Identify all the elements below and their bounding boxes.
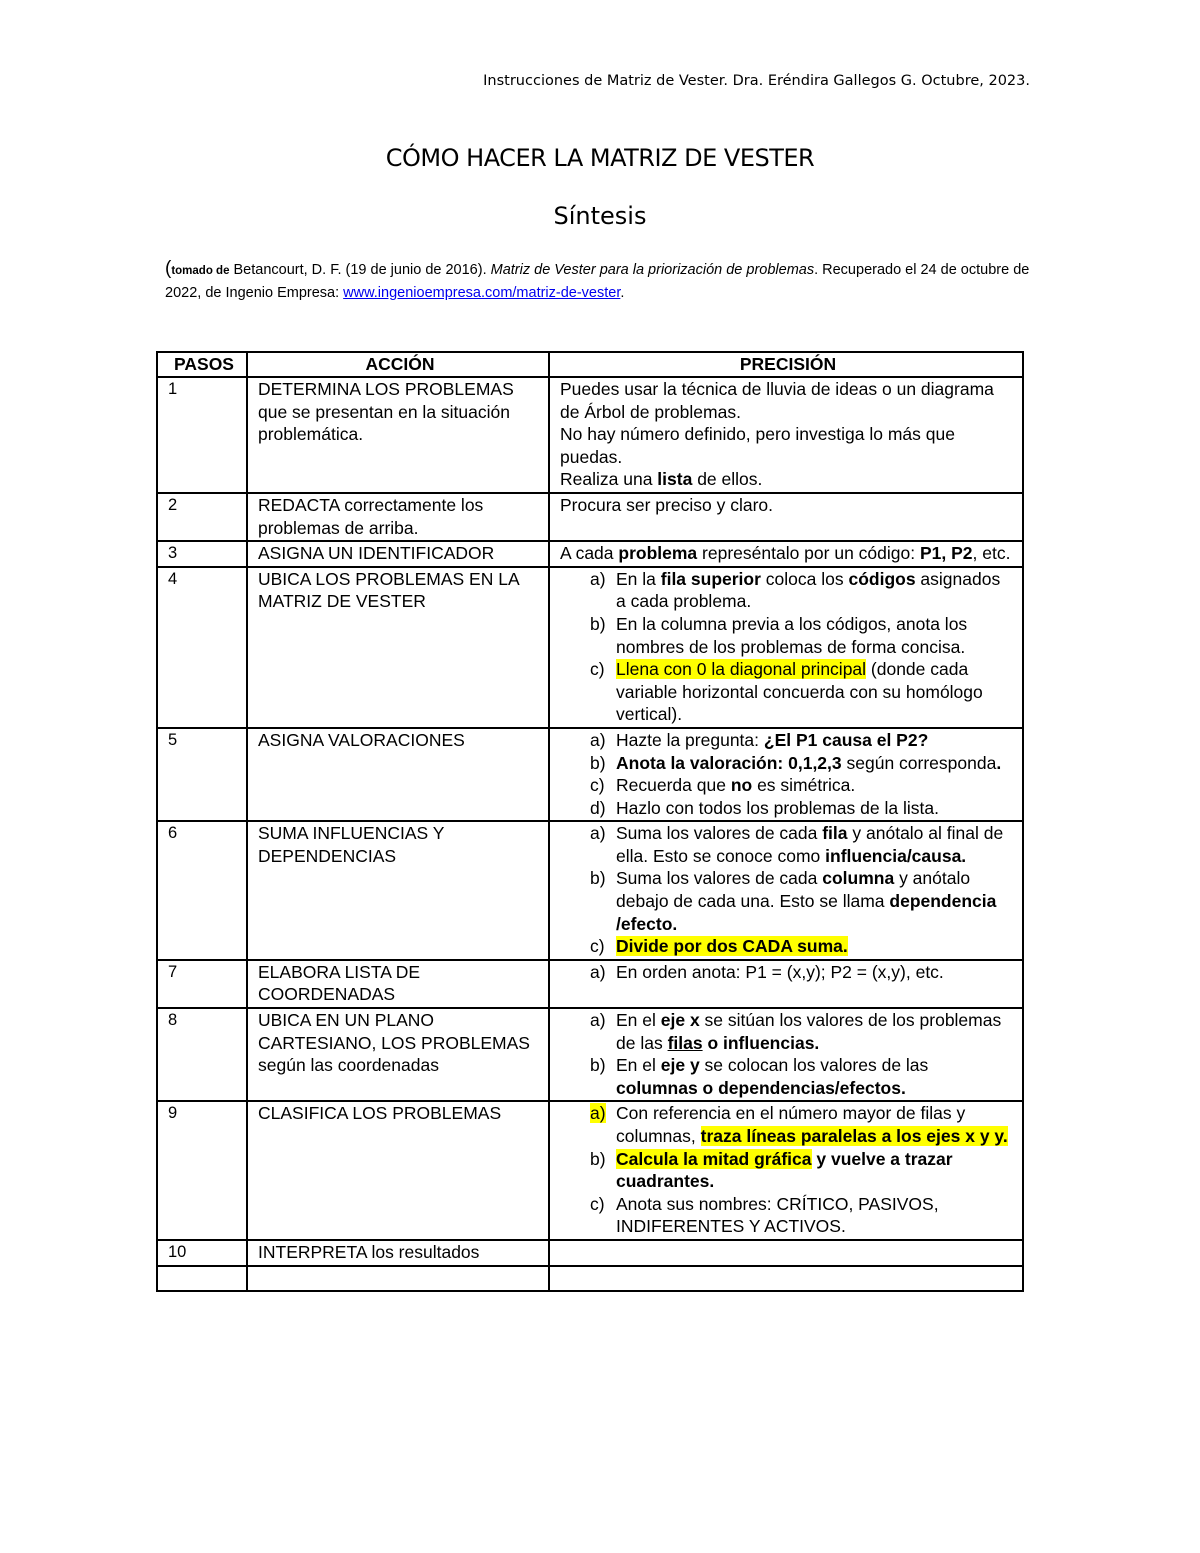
table-row — [157, 1240, 1023, 1266]
list-item — [560, 568, 1014, 613]
empty-cell — [247, 1266, 549, 1291]
item-text — [616, 568, 1014, 613]
text-bold: influencia/causa. — [825, 845, 967, 866]
list-item — [560, 658, 1014, 726]
item-label: a) — [590, 1010, 606, 1031]
list-item — [560, 797, 1014, 820]
table-row — [157, 728, 1023, 821]
running-header: Instrucciones de Matriz de Vester. Dra. Eréndira Gallegos G. Octubre, 2023. — [483, 73, 1030, 89]
step-precision — [549, 493, 1023, 541]
table-row — [157, 960, 1023, 1008]
table-row — [157, 541, 1023, 567]
text-run: represéntalo por un código: — [697, 543, 920, 564]
text-bold: eje x — [660, 1010, 700, 1031]
text-run: coloca los — [760, 568, 849, 589]
item-label: a) — [590, 961, 606, 982]
text-highlight: traza líneas paralelas a los ejes x y y. — [700, 1126, 1008, 1146]
step-number: 7 — [157, 960, 247, 1008]
steps-table — [156, 351, 1024, 1292]
item-label: d) — [590, 797, 606, 818]
text-bold: lista — [657, 469, 693, 490]
step-action: INTERPRETA los resultados — [247, 1240, 549, 1266]
list-item — [560, 613, 1014, 658]
text-run: En el — [616, 1010, 661, 1031]
table-row — [157, 1101, 1023, 1240]
page-title: CÓMO HACER LA MATRIZ DE VESTER — [385, 144, 815, 172]
text-highlight: a) — [590, 1103, 606, 1124]
reference-tomado: tomado de — [171, 265, 230, 277]
item-text — [616, 774, 1014, 797]
step-precision — [549, 1101, 1023, 1240]
text-bold: P1, P2 — [919, 543, 973, 564]
item-label: c) — [590, 659, 605, 680]
step-number: 3 — [157, 541, 247, 567]
table-row — [157, 567, 1023, 728]
step-action: REDACTA correctamente los problemas de arriba. — [247, 493, 549, 541]
precision-line: No hay número definido, pero investiga lo más que puedas. — [560, 424, 955, 467]
item-label: b) — [590, 752, 606, 773]
text-bold: dependencia /efecto. — [616, 891, 997, 934]
step-number: 5 — [157, 728, 247, 821]
step-number: 2 — [157, 493, 247, 541]
item-label — [560, 1102, 616, 1125]
text-bold: o influencias. — [702, 1032, 820, 1053]
list-item — [560, 961, 1014, 984]
text-run: se sitúan los valores de los problemas de las — [616, 1010, 1002, 1053]
text-run: En el — [616, 1055, 661, 1076]
list-item — [560, 752, 1014, 775]
list-item — [560, 867, 1014, 935]
item-text — [616, 1009, 1014, 1054]
item-text — [616, 729, 1014, 752]
step-number: 8 — [157, 1008, 247, 1101]
text-bold: columnas o dependencias/efectos. — [616, 1077, 906, 1098]
item-label: b) — [590, 1148, 606, 1169]
text-bold: ¿El P1 causa el P2? — [763, 729, 929, 750]
item-text: En orden anota: P1 = (x,y); P2 = (x,y), etc. — [616, 961, 944, 982]
table-row — [157, 493, 1023, 541]
step-number: 10 — [157, 1240, 247, 1266]
step-action: CLASIFICA LOS PROBLEMAS — [247, 1101, 549, 1240]
precision-line — [560, 468, 1014, 491]
text-run: Con referencia en el número mayor de filas y columnas, — [616, 1103, 966, 1146]
table-header-row — [157, 352, 1023, 377]
text-run: y anótalo al final de ella. Esto se conoce como — [616, 823, 1004, 866]
item-text — [616, 867, 1014, 935]
list-item — [560, 774, 1014, 797]
text-run: Hazte la pregunta: — [616, 729, 764, 750]
text-bold: fila — [822, 823, 848, 844]
item-text — [616, 1148, 1014, 1193]
text-run: , etc. — [972, 543, 1011, 564]
table-row — [157, 377, 1023, 493]
text-run: Suma los valores de cada — [616, 868, 823, 889]
text-bold: códigos — [848, 568, 916, 589]
text-bold: eje y — [660, 1055, 700, 1076]
step-number: 4 — [157, 567, 247, 728]
precision-line — [560, 542, 1014, 565]
item-label: a) — [590, 568, 606, 589]
step-action: DETERMINA LOS PROBLEMAS que se presentan en la situación problemática. — [247, 377, 549, 493]
step-precision — [549, 1008, 1023, 1101]
item-text — [616, 1054, 1014, 1099]
step-action: ASIGNA UN IDENTIFICADOR — [247, 541, 549, 567]
item-label: c) — [590, 775, 605, 796]
text-highlight: Divide por dos CADA suma. — [616, 936, 848, 957]
text-run: Realiza una — [560, 469, 658, 490]
item-label: c) — [590, 1193, 605, 1214]
step-action: SUMA INFLUENCIAS Y DEPENDENCIAS — [247, 821, 549, 960]
empty-cell — [549, 1266, 1023, 1291]
step-precision — [549, 821, 1023, 960]
text-highlight: Calcula la mitad gráfica — [616, 1148, 812, 1169]
text-bold: no — [730, 775, 753, 796]
step-number: 1 — [157, 377, 247, 493]
item-label: c) — [590, 936, 605, 957]
text-run: Recuerda que — [616, 775, 731, 796]
text-run: asignados a cada problema. — [616, 568, 1001, 612]
table-row-empty — [157, 1266, 1023, 1291]
step-precision — [549, 377, 1023, 493]
text-bold: . — [996, 752, 1002, 773]
step-precision — [549, 567, 1023, 728]
step-precision — [549, 1240, 1023, 1266]
list-item — [560, 822, 1014, 867]
text-run: Suma los valores de cada — [616, 823, 823, 844]
text-run: es simétrica. — [752, 775, 856, 796]
text-run: según corresponda — [841, 752, 997, 773]
text-run: En la — [616, 568, 661, 589]
reference-paragraph — [165, 258, 1035, 304]
item-text — [616, 935, 1014, 958]
text-bold: problema — [618, 543, 698, 564]
item-text: En la columna previa a los códigos, anota los nombres de los problemas de forma concisa. — [616, 613, 968, 657]
step-action: UBICA EN UN PLANO CARTESIANO, LOS PROBLEMAS según las coordenadas — [247, 1008, 549, 1101]
item-label: b) — [590, 1055, 606, 1076]
text-highlight: Llena con 0 la diagonal principal — [616, 659, 867, 680]
header-precision: PRECISIÓN — [549, 352, 1023, 377]
empty-cell — [157, 1266, 247, 1291]
item-text: Hazlo con todos los problemas de la lista. — [616, 797, 939, 818]
list-item — [560, 729, 1014, 752]
reference-end: . — [620, 285, 625, 301]
step-number: 6 — [157, 821, 247, 960]
list-item — [560, 1009, 1014, 1054]
text-run: (donde cada variable horizontal concuerda con su homólogo vertical). — [616, 659, 983, 725]
item-label: a) — [590, 729, 606, 750]
text-bold: fila superior — [660, 568, 761, 589]
step-action: ELABORA LISTA DE COORDENADAS — [247, 960, 549, 1008]
step-precision — [549, 960, 1023, 1008]
item-text — [616, 752, 1014, 775]
step-precision — [549, 728, 1023, 821]
table-row — [157, 1008, 1023, 1101]
precision-line: Procura ser preciso y claro. — [560, 494, 773, 515]
list-item — [560, 1102, 1014, 1147]
precision-line: Puedes usar la técnica de lluvia de ideas o un diagrama de Árbol de problemas. — [560, 379, 994, 422]
step-action: ASIGNA VALORACIONES — [247, 728, 549, 821]
text-run: y anótalo debajo de cada una. Esto se llama — [616, 868, 971, 912]
reference-retrieved: . Recuperado el 24 de octubre de 2022, de Ingenio Empresa: — [165, 262, 1030, 301]
step-number: 9 — [157, 1101, 247, 1240]
list-item — [560, 1193, 1014, 1238]
text-run: se colocan los valores de las — [699, 1055, 929, 1076]
list-item — [560, 935, 1014, 958]
text-bold: y vuelve a trazar cuadrantes. — [616, 1148, 953, 1192]
item-label: b) — [590, 613, 606, 634]
reference-open-paren: ( — [165, 258, 172, 279]
step-precision — [549, 541, 1023, 567]
item-text: Anota sus nombres: CRÍTICO, PASIVOS, INDIFERENTES Y ACTIVOS. — [616, 1193, 939, 1237]
reference-link[interactable]: www.ingenioempresa.com/matriz-de-vester — [343, 285, 621, 301]
item-label: a) — [590, 823, 606, 844]
text-bold-underline: filas — [667, 1032, 703, 1053]
text-run: A cada — [560, 543, 619, 564]
table-row — [157, 821, 1023, 960]
text-bold: Anota la valoración: 0,1,2,3 — [616, 752, 842, 773]
list-item — [560, 1054, 1014, 1099]
reference-work-title: Matriz de Vester para la priorización de problemas — [490, 262, 815, 278]
text-bold: columna — [822, 868, 895, 889]
header-pasos: PASOS — [157, 352, 247, 377]
list-item — [560, 1148, 1014, 1193]
item-text — [616, 1102, 1014, 1147]
item-label: b) — [590, 868, 606, 889]
page-subtitle: Síntesis — [553, 202, 647, 230]
reference-authors: Betancourt, D. F. (19 de junio de 2016). — [233, 262, 491, 278]
item-text — [616, 822, 1014, 867]
text-run: de ellos. — [692, 469, 763, 490]
step-action: UBICA LOS PROBLEMAS EN LA MATRIZ DE VESTER — [247, 567, 549, 728]
header-accion: ACCIÓN — [247, 352, 549, 377]
item-text — [616, 658, 1014, 726]
